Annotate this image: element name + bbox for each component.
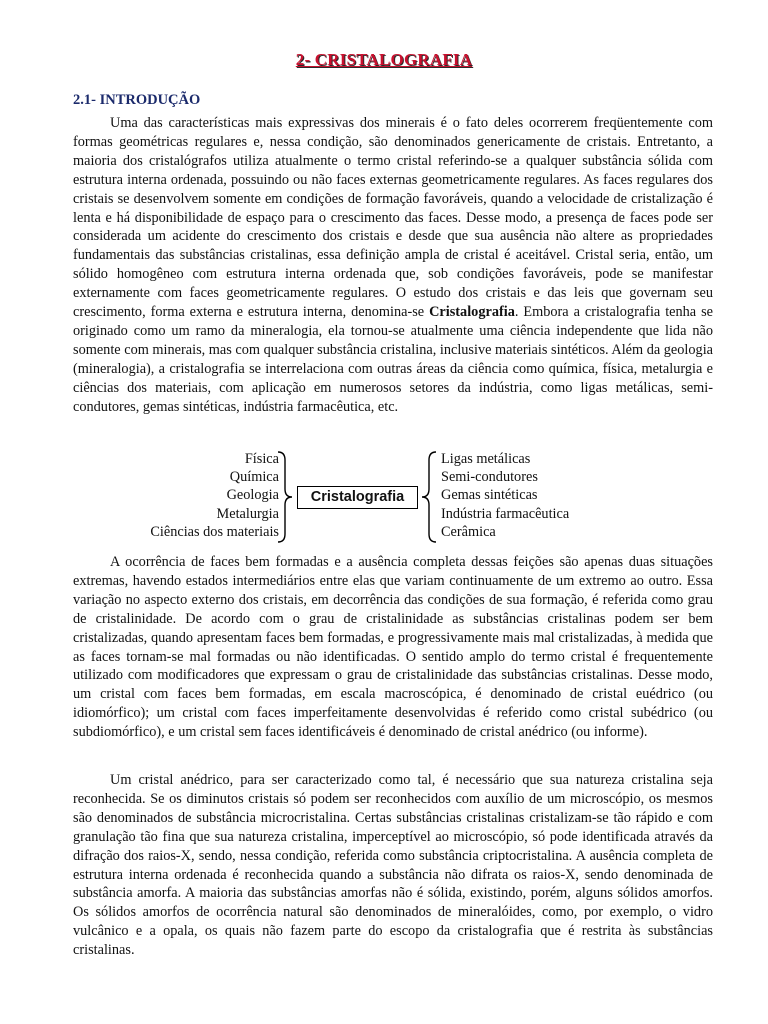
- paragraph-intro-text-b: . Embora a cristalografia tenha se originado como um ramo da mineralogia, ela tornou-se atualmente uma ciência independente que lida não somente com minerais, mas com qualquer substância cristalina, inclusive materiais sintéticos. Além da geologia (mineralogia), a cristalografia se interrelaciona com outras áreas da ciência como química, física, metalurgia e ciências dos materiais, com aplicação em numerosos setores da indústria, como ligas metálicas, semi-condutores, gemas sintéticas, indústria farmacêutica, etc.: [73, 304, 714, 415]
- application-item: Cerâmica: [441, 523, 496, 540]
- application-item: Semi-condutores: [441, 469, 538, 486]
- center-term-box: Cristalografia: [297, 486, 418, 509]
- paragraph-intro: [73, 114, 713, 417]
- related-science-item: Física: [244, 451, 279, 467]
- left-brace-icon: [276, 450, 294, 544]
- related-science-item: Ciências dos materiais: [150, 523, 279, 540]
- related-science-item: Metalurgia: [216, 505, 279, 522]
- paragraph-intro-text-a: Uma das características mais expressivas dos minerais é o fato deles ocorrerem freqüentemente com formas geométricas regulares e, nessa condição, são denominados genericamente de cristais. Entretanto, a maioria dos cristalógrafos utiliza atualmente o termo cristal referindo-se a qualquer substância sólida com estrutura interna ordenada, possuindo ou não faces externas geometricamente regulares. As faces regulares dos cristais se desenvolvem somente em condições de formação favoráveis, quando a velocidade de cristalização é lenta e há disponibilidade de espaço para o crescimento das faces. Desse modo, a presença de faces pode ser considerada um acidente do crescimento dos cristais e desde que sua ausência não altere as propriedades fundamentais das substâncias cristalinas, essa definição ampla de cristal é aceitável. Cristal seria, então, um sólido homogêneo com estrutura interna ordenada que, sob condições favoráveis, pode se manifestar externamente com faces geometricamente regulares. O estudo dos cristais e das leis que governam seu crescimento, forma externa e estrutura interna, denomina-se: [73, 115, 713, 321]
- term-cristalografia: Cristalografia: [429, 304, 515, 321]
- related-sciences-list: [150, 450, 279, 541]
- section-heading: 2.1- INTRODUÇÃO: [73, 92, 201, 108]
- related-science-item: Química: [229, 469, 279, 486]
- chapter-title: 2- CRISTALOGRAFIA: [295, 50, 473, 69]
- related-science-item: Geologia: [226, 487, 279, 504]
- applications-list: [441, 450, 569, 541]
- application-item: Gemas sintéticas: [441, 487, 538, 504]
- paragraph-crystallinity: A ocorrência de faces bem formadas e a ausência completa dessas feições são apenas duas situações extremas, havendo estados intermediários entre elas que variam continuamente de um extremo ao outro. Essa variação no aspecto externo dos cristais, em decorrência das condições de sua formação, é referida como grau de cristalinidade. De acordo com o grau de cristalinidade as substâncias cristalinas podem ser bem cristalizadas, quando apresentam faces bem formadas, e progressivamente mais mal cristalizadas, à medida que as faces tornam-se mal formadas ou não identificadas. O sentido amplo do termo cristal é frequentemente utilizado com modificadores que expressam o grau de cristalinidade das substâncias cristalinas. Desse modo, um cristal com faces bem formadas, em escala macroscópica, é denominado de cristal euédrico (ou idiomórfico); um cristal com faces imperfeitamente desenvolvidas é referido como cristal subédrico (ou subdiomórfico), e um cristal sem faces identificáveis é denominado de cristal anédrico (ou informe).: [73, 554, 713, 741]
- cristalografia-diagram: [0, 450, 768, 545]
- right-brace-icon: [420, 450, 438, 544]
- paragraph-anhedral: Um cristal anédrico, para ser caracterizado como tal, é necessário que sua natureza cristalina seja reconhecida. Se os diminutos cristais só podem ser reconhecidos com auxílio de um microscópio, os mesmos são denominados de substância microcristalina. Certas substâncias cristalinas cristalizam-se tão rápido e com granulação tão fina que sua natureza cristalina, imperceptível ao microscópio, só pode identificada através da difração dos raios-X, sendo, nessa condição, referida como substância criptocristalina. A ausência completa de estrutura interna ordenada é reconhecida quando a substância não difrata os raios-X, sendo denominada de substância amorfa. A maioria das substâncias amorfas não é sólida, existindo, porém, alguns sólidos amorfos. Os sólidos amorfos de ocorrência natural são denominados de mineralóides, como, por exemplo, o vidro vulcânico e a opala, os quais não fazem parte do escopo da cristalografia que é restrita às substâncias cristalinas.: [73, 772, 713, 959]
- application-item: Ligas metálicas: [441, 451, 531, 467]
- application-item: Indústria farmacêutica: [441, 505, 570, 522]
